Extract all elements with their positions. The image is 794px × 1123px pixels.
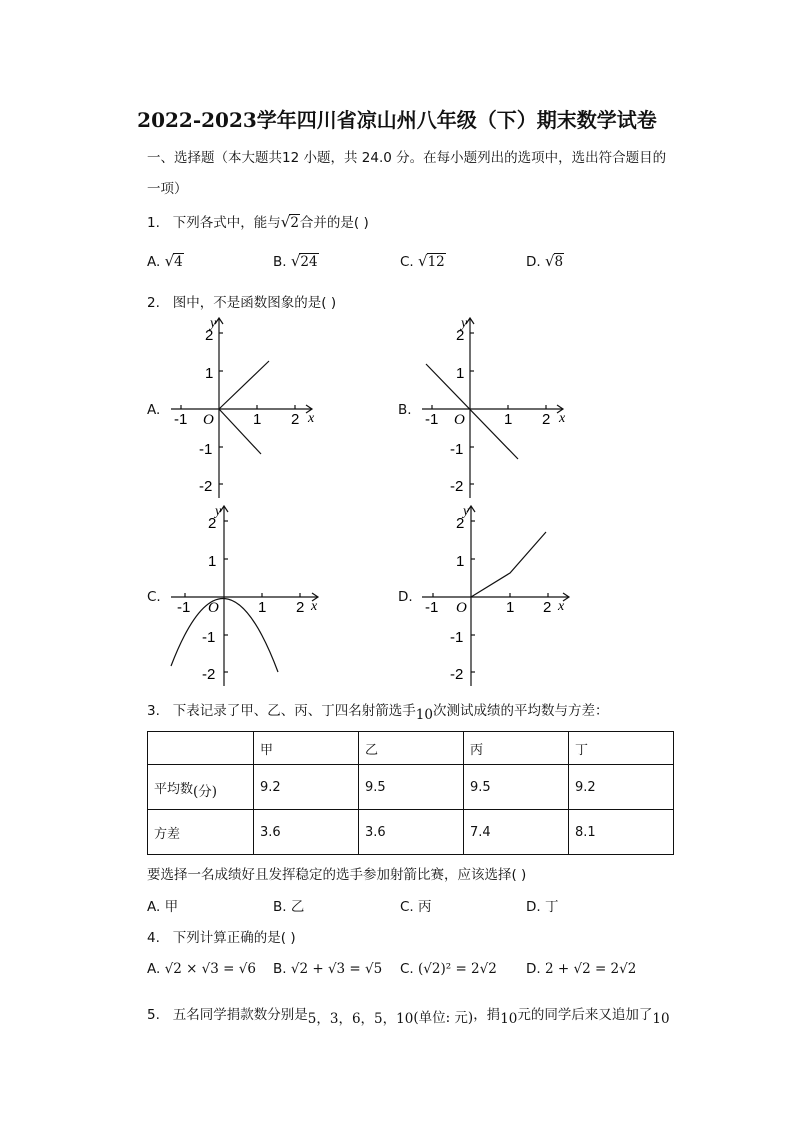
svg-text:-1: -1 bbox=[177, 599, 191, 616]
table-cell: 9.2 bbox=[254, 765, 359, 810]
svg-text:-1: -1 bbox=[174, 411, 188, 428]
row-label: 方差 bbox=[148, 810, 254, 855]
question-2 bbox=[147, 291, 336, 311]
svg-text:-1: -1 bbox=[425, 599, 439, 616]
question-stem-mid: ，捐 bbox=[473, 1007, 501, 1023]
table-header-cell: 乙 bbox=[359, 732, 464, 765]
inline-unit: (单位: 元) bbox=[413, 1010, 474, 1026]
table-header-cell: 甲 bbox=[254, 732, 359, 765]
section-header-cont: 一项） bbox=[147, 181, 188, 197]
graph-b-label[interactable]: B. bbox=[398, 402, 412, 418]
svg-text:-2: -2 bbox=[450, 666, 464, 683]
svg-text:-1: -1 bbox=[199, 441, 213, 458]
svg-text:-1: -1 bbox=[450, 441, 464, 458]
table-header-row bbox=[148, 732, 674, 765]
q3-option-a[interactable]: A. 甲 bbox=[147, 899, 179, 915]
question-stem: 下表记录了甲、乙、丙、丁四名射箭选手 bbox=[172, 703, 416, 719]
question-number: 4. bbox=[147, 930, 160, 946]
inline-number: 10 bbox=[415, 707, 433, 723]
svg-text:2: 2 bbox=[296, 599, 305, 616]
question-number: 2. bbox=[147, 295, 160, 311]
svg-text:1: 1 bbox=[504, 411, 513, 428]
svg-text:1: 1 bbox=[205, 365, 214, 382]
svg-text:x: x bbox=[559, 411, 566, 426]
row-label: 平均数(分) bbox=[148, 765, 254, 810]
svg-text:y: y bbox=[461, 316, 468, 331]
q1-option-b[interactable]: B. √24 bbox=[273, 252, 318, 270]
question-stem: 五名同学捐款数分别是 bbox=[172, 1007, 308, 1023]
svg-text:-2: -2 bbox=[202, 666, 216, 683]
svg-text:2: 2 bbox=[205, 327, 214, 344]
svg-text:y: y bbox=[210, 316, 217, 331]
question-stem-end: 合并的是( ) bbox=[299, 215, 369, 231]
svg-text:x: x bbox=[558, 599, 565, 614]
question-stem: 图中，不是函数图象的是( ) bbox=[172, 295, 337, 311]
q4-option-d[interactable]: D. 2 + √2 = 2√2 bbox=[526, 961, 637, 977]
question-stem: 下列计算正确的是( ) bbox=[172, 930, 296, 946]
svg-text:-1: -1 bbox=[450, 629, 464, 646]
question-3 bbox=[147, 699, 609, 723]
svg-text:-2: -2 bbox=[199, 478, 213, 495]
table-row bbox=[148, 810, 674, 855]
svg-text:2: 2 bbox=[456, 327, 465, 344]
table-cell: 8.1 bbox=[569, 810, 674, 855]
graph-d-label[interactable]: D. bbox=[398, 589, 413, 605]
svg-text:1: 1 bbox=[456, 553, 465, 570]
q4-option-b[interactable]: B. √2 + √3 = √5 bbox=[273, 961, 383, 977]
page-title: 2022-2023学年四川省凉山州八年级（下）期末数学试卷 bbox=[137, 108, 657, 132]
svg-text:1: 1 bbox=[208, 553, 217, 570]
inline-number: 10 bbox=[500, 1011, 518, 1027]
svg-text:O: O bbox=[203, 412, 214, 428]
question-stem-end: 元的同学后来又追加了 bbox=[517, 1007, 653, 1023]
table-cell: 3.6 bbox=[254, 810, 359, 855]
table-cell: 9.5 bbox=[359, 765, 464, 810]
q3-option-b[interactable]: B. 乙 bbox=[273, 899, 305, 915]
table-header-cell: 丁 bbox=[569, 732, 674, 765]
graph-b bbox=[416, 312, 576, 502]
svg-text:2: 2 bbox=[208, 515, 217, 532]
svg-text:-1: -1 bbox=[202, 629, 216, 646]
q1-option-c[interactable]: C. √12 bbox=[400, 252, 445, 270]
svg-text:1: 1 bbox=[456, 365, 465, 382]
question-number: 5. bbox=[147, 1007, 160, 1023]
score-table bbox=[147, 731, 674, 855]
svg-text:y: y bbox=[463, 504, 470, 519]
question-number: 3. bbox=[147, 703, 160, 719]
question-5 bbox=[147, 1003, 670, 1027]
svg-text:O: O bbox=[208, 600, 219, 616]
svg-text:-2: -2 bbox=[450, 478, 464, 495]
question-3-prompt: 要选择一名成绩好且发挥稳定的选手参加射箭比赛，应该选择( ) bbox=[147, 867, 527, 883]
graph-d bbox=[416, 500, 576, 690]
table-cell: 9.2 bbox=[569, 765, 674, 810]
q4-option-a[interactable]: A. √2 × √3 = √6 bbox=[147, 961, 256, 977]
graph-a bbox=[165, 312, 325, 502]
q1-option-a[interactable]: A. √4 bbox=[147, 252, 183, 270]
svg-text:2: 2 bbox=[456, 515, 465, 532]
question-stem: 下列各式中，能与 bbox=[172, 215, 281, 231]
table-header-cell: 丙 bbox=[464, 732, 569, 765]
svg-text:y: y bbox=[215, 504, 222, 519]
inline-values: 5，3，6，5，10 bbox=[307, 1011, 414, 1027]
svg-text:1: 1 bbox=[506, 599, 515, 616]
question-1 bbox=[147, 211, 369, 231]
question-number: 1. bbox=[147, 215, 160, 231]
table-cell: 7.4 bbox=[464, 810, 569, 855]
svg-text:2: 2 bbox=[543, 599, 552, 616]
q3-option-c[interactable]: C. 丙 bbox=[400, 899, 432, 915]
sqrt-expression: √2 bbox=[280, 213, 299, 231]
graph-c-label[interactable]: C. bbox=[147, 589, 161, 605]
svg-text:x: x bbox=[311, 599, 318, 614]
section-header: 一、选择题（本大题共12 小题，共 24.0 分。在每小题列出的选项中，选出符合题目的 bbox=[147, 150, 667, 166]
inline-number: 10 bbox=[652, 1011, 670, 1027]
svg-text:2: 2 bbox=[542, 411, 551, 428]
table-cell: 3.6 bbox=[359, 810, 464, 855]
svg-text:1: 1 bbox=[258, 599, 267, 616]
q3-option-d[interactable]: D. 丁 bbox=[526, 899, 559, 915]
svg-text:x: x bbox=[308, 411, 315, 426]
svg-text:-1: -1 bbox=[425, 411, 439, 428]
svg-text:O: O bbox=[454, 412, 465, 428]
svg-text:1: 1 bbox=[253, 411, 262, 428]
table-header-cell bbox=[148, 732, 254, 765]
table-row bbox=[148, 765, 674, 810]
table-cell: 9.5 bbox=[464, 765, 569, 810]
q4-option-c[interactable]: C. (√2)² = 2√2 bbox=[400, 961, 497, 977]
question-stem-end: 次测试成绩的平均数与方差： bbox=[432, 703, 609, 719]
graph-c bbox=[165, 500, 325, 690]
question-4 bbox=[147, 926, 296, 946]
svg-text:2: 2 bbox=[291, 411, 300, 428]
q1-option-d[interactable]: D. √8 bbox=[526, 252, 564, 270]
graph-a-label[interactable]: A. bbox=[147, 402, 161, 418]
svg-text:O: O bbox=[456, 600, 467, 616]
